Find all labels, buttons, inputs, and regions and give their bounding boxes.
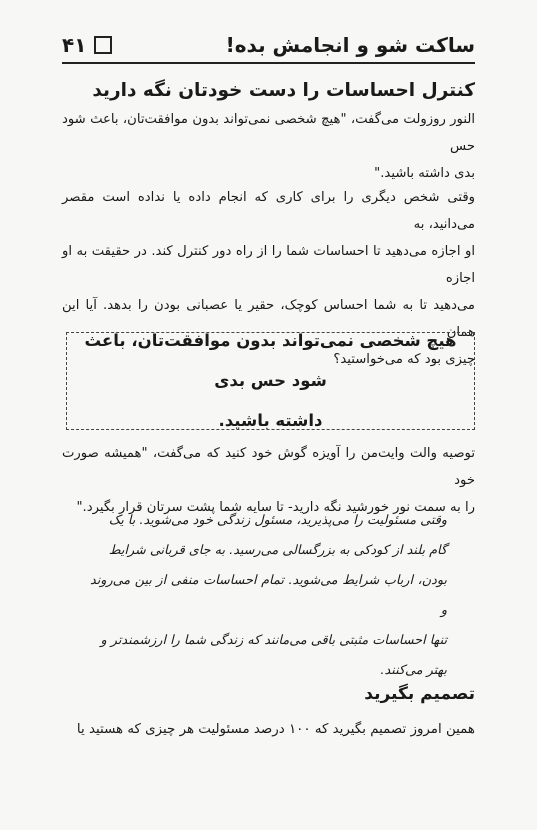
paragraph-line: چیزی بود که می‌خواستید؟: [333, 352, 475, 367]
page-number: ۴۱: [62, 33, 87, 57]
boxed-quote-line: داشته باشید.: [218, 411, 323, 430]
paragraph-line: النور روزولت می‌گفت، "هیچ شخصی نمی‌تواند بدون موافقت‌تان، باعث شود حس: [62, 112, 475, 154]
paragraph-line: بهتر می‌کنند.: [380, 663, 447, 678]
paragraph-line: بدی داشته باشید.": [374, 166, 475, 181]
boxed-quote-line: هیچ شخصی نمی‌تواند بدون موافقت‌تان، باعث شود حس بدی: [84, 331, 457, 390]
paragraph-line: گام بلند از کودکی به بزرگسالی می‌رسید. به جای قربانی شرایط: [108, 543, 447, 558]
paragraph-line: بودن، ارباب شرایط می‌شوید. تمام احساسات منفی از بین می‌روند و: [90, 573, 447, 618]
page-header: [62, 28, 475, 64]
book-title: ساکت شو و انجامش بده!: [225, 33, 475, 57]
paragraph-line: را به سمت نور خورشید نگه دارید- تا سایه شما پشت سرتان قرار بگیرد.": [76, 500, 475, 515]
paragraph-line: وقتی مسئولیت را می‌پذیرید، مسئول زندگی خود می‌شوید. با یک: [108, 513, 447, 528]
section-heading: کنترل احساسات را دست خودتان نگه دارید: [92, 80, 475, 101]
roosevelt-quote-paragraph: [62, 106, 475, 187]
paragraph-line: او اجازه می‌دهید تا احساسات شما را از راه دور کنترل کند. در حقیقت به او اجازه: [62, 244, 475, 286]
page-number-group: [62, 33, 112, 57]
decision-paragraph-line: همین امروز تصمیم بگیرید که ۱۰۰ درصد مسئولیت هر چیزی که هستید یا: [76, 722, 475, 737]
italic-paragraph: [90, 506, 447, 686]
paragraph-line: توصیه والت وایت‌من را آویزه گوش خود کنید که می‌گفت، "همیشه صورت خود: [62, 446, 475, 488]
paragraph-line: تنها احساسات مثبتی باقی می‌مانند که زندگی شما را ارزشمندتر و: [100, 633, 447, 648]
paragraph-line: می‌دهید تا به شما احساس کوچک، حقیر یا عصبانی بودن را بدهد. آیا این همان: [62, 298, 475, 340]
subsection-heading: تصمیم بگیرید: [364, 684, 475, 704]
page-marker-icon: [94, 36, 112, 54]
boxed-quote: [66, 332, 475, 430]
paragraph-line: وقتی شخص دیگری را برای کاری که انجام داده یا نداده است مقصر می‌دانید، به: [62, 190, 475, 232]
